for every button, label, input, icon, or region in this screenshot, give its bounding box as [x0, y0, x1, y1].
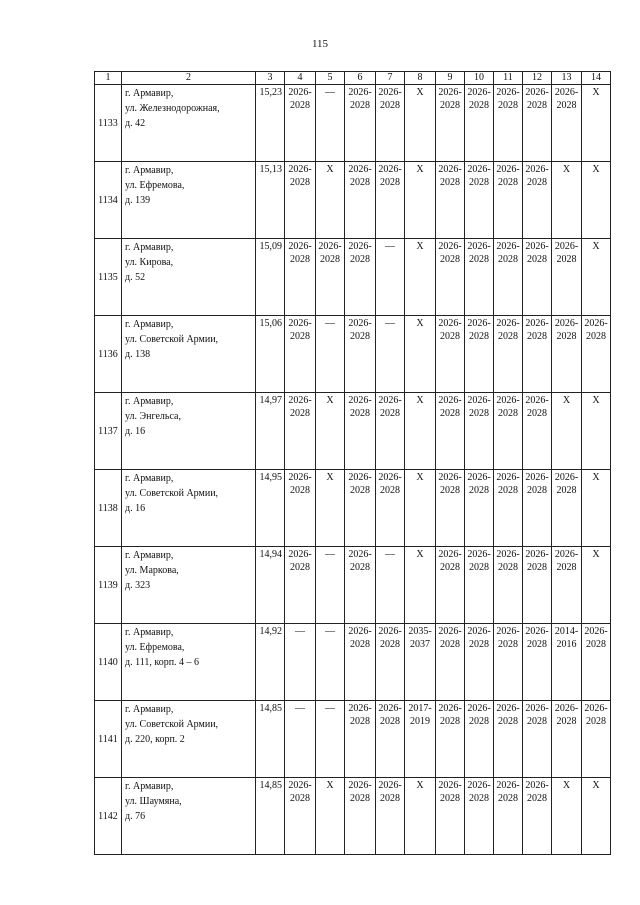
area-cell: 15,06	[256, 316, 285, 393]
address-cell	[122, 624, 256, 701]
address-line: ул. Кирова,	[125, 257, 174, 268]
term-cell: 2026- 2028	[376, 624, 405, 701]
column-number-header: 6	[345, 72, 376, 85]
term-cell: 2026- 2028	[345, 85, 376, 162]
term-cell: 2026- 2028	[436, 162, 465, 239]
table-body	[95, 72, 611, 855]
term-cell: X	[582, 162, 611, 239]
term-cell: 2026- 2028	[523, 701, 552, 778]
address-line: ул. Советской Армии,	[125, 719, 219, 730]
address-line: г. Армавир,	[125, 396, 174, 407]
term-cell: X	[405, 778, 436, 855]
term-cell: 2026- 2028	[465, 778, 494, 855]
term-cell: X	[405, 393, 436, 470]
term-cell: 2026- 2028	[345, 547, 376, 624]
term-cell: 2026- 2028	[285, 316, 316, 393]
column-number-header: 10	[465, 72, 494, 85]
address-line: ул. Шаумяна,	[125, 796, 182, 807]
area-cell: 14,94	[256, 547, 285, 624]
term-cell: 2026- 2028	[582, 624, 611, 701]
address-line: д. 138	[125, 349, 151, 360]
term-cell: 2026- 2028	[494, 701, 523, 778]
address-cell	[122, 547, 256, 624]
term-cell: 2026- 2028	[436, 624, 465, 701]
term-cell: 2026- 2028	[285, 778, 316, 855]
term-cell: 2026- 2028	[552, 701, 582, 778]
term-cell: 2026- 2028	[345, 239, 376, 316]
term-cell: 2026- 2028	[523, 239, 552, 316]
term-cell: 2026- 2028	[552, 85, 582, 162]
row-number: 1140	[95, 624, 122, 701]
term-cell: 2026- 2028	[552, 239, 582, 316]
address-line: г. Армавир,	[125, 319, 174, 330]
address-line: ул. Энгельса,	[125, 411, 181, 422]
address-line: д. 323	[125, 580, 151, 591]
address-line: г. Армавир,	[125, 627, 174, 638]
address-line: г. Армавир,	[125, 781, 174, 792]
term-cell: 2026- 2028	[436, 393, 465, 470]
column-number-header: 1	[95, 72, 122, 85]
term-cell: 2026- 2028	[465, 547, 494, 624]
address-line: д. 42	[125, 118, 146, 129]
term-cell: 2026- 2028	[465, 701, 494, 778]
term-cell: 2026- 2028	[285, 393, 316, 470]
column-number-header: 13	[552, 72, 582, 85]
row-number: 1137	[95, 393, 122, 470]
address-cell	[122, 85, 256, 162]
term-cell: 2026- 2028	[376, 470, 405, 547]
term-cell: 2026- 2028	[523, 393, 552, 470]
term-cell: X	[316, 162, 345, 239]
term-cell: X	[405, 547, 436, 624]
address-line: ул. Ефремова,	[125, 642, 185, 653]
term-cell: 2026- 2028	[345, 470, 376, 547]
term-cell: 2026- 2028	[523, 316, 552, 393]
term-cell: —	[285, 701, 316, 778]
address-line: д. 16	[125, 426, 146, 437]
table-row	[95, 85, 611, 162]
term-cell: 2026- 2028	[552, 470, 582, 547]
area-cell: 15,13	[256, 162, 285, 239]
term-cell: 2026- 2028	[494, 316, 523, 393]
address-cell	[122, 393, 256, 470]
term-cell: X	[405, 470, 436, 547]
term-cell: 2014- 2016	[552, 624, 582, 701]
term-cell: X	[582, 778, 611, 855]
column-number-header: 14	[582, 72, 611, 85]
term-cell: 2026- 2028	[494, 624, 523, 701]
term-cell: X	[552, 162, 582, 239]
address-cell	[122, 162, 256, 239]
column-number-header: 11	[494, 72, 523, 85]
column-number-header: 2	[122, 72, 256, 85]
term-cell: 2026- 2028	[465, 393, 494, 470]
term-cell: 2026- 2028	[523, 162, 552, 239]
column-number-header: 7	[376, 72, 405, 85]
term-cell: —	[316, 701, 345, 778]
term-cell: 2026- 2028	[494, 393, 523, 470]
term-cell: 2026- 2028	[376, 162, 405, 239]
term-cell: X	[316, 470, 345, 547]
term-cell: 2026- 2028	[494, 470, 523, 547]
term-cell: —	[316, 624, 345, 701]
address-line: д. 16	[125, 503, 146, 514]
table-row	[95, 239, 611, 316]
term-cell: 2026- 2028	[345, 393, 376, 470]
term-cell: 2026- 2028	[523, 85, 552, 162]
term-cell: 2026- 2028	[285, 239, 316, 316]
term-cell: 2026- 2028	[436, 470, 465, 547]
term-cell: 2026- 2028	[285, 85, 316, 162]
address-line: ул. Железнодорожная,	[125, 103, 220, 114]
term-cell: 2026- 2028	[285, 547, 316, 624]
term-cell: 2026- 2028	[465, 470, 494, 547]
address-cell	[122, 239, 256, 316]
table-row	[95, 162, 611, 239]
row-number: 1138	[95, 470, 122, 547]
term-cell: 2026- 2028	[582, 701, 611, 778]
term-cell: —	[376, 547, 405, 624]
term-cell: —	[376, 239, 405, 316]
term-cell: 2026- 2028	[345, 624, 376, 701]
address-line: ул. Советской Армии,	[125, 488, 219, 499]
area-cell: 14,95	[256, 470, 285, 547]
area-cell: 15,09	[256, 239, 285, 316]
address-line: ул. Советской Армии,	[125, 334, 219, 345]
housing-register-table	[94, 71, 611, 855]
term-cell: X	[582, 393, 611, 470]
term-cell: 2026- 2028	[465, 316, 494, 393]
column-number-header: 8	[405, 72, 436, 85]
column-number-header: 9	[436, 72, 465, 85]
term-cell: 2026- 2028	[465, 85, 494, 162]
address-cell	[122, 778, 256, 855]
table-row	[95, 316, 611, 393]
address-cell	[122, 470, 256, 547]
term-cell: X	[582, 547, 611, 624]
term-cell: 2017- 2019	[405, 701, 436, 778]
term-cell: 2026- 2028	[376, 393, 405, 470]
term-cell: 2026- 2028	[436, 239, 465, 316]
column-number-header: 3	[256, 72, 285, 85]
area-cell: 14,85	[256, 701, 285, 778]
term-cell: 2026- 2028	[345, 162, 376, 239]
term-cell: X	[316, 778, 345, 855]
term-cell: 2026- 2028	[523, 624, 552, 701]
address-line: г. Армавир,	[125, 704, 174, 715]
table-row	[95, 470, 611, 547]
area-cell: 14,97	[256, 393, 285, 470]
term-cell: X	[552, 778, 582, 855]
term-cell: 2026- 2028	[494, 239, 523, 316]
address-line: г. Армавир,	[125, 242, 174, 253]
column-number-header: 5	[316, 72, 345, 85]
term-cell: 2026- 2028	[316, 239, 345, 316]
term-cell: 2026- 2028	[494, 162, 523, 239]
term-cell: X	[582, 85, 611, 162]
address-cell	[122, 701, 256, 778]
term-cell: 2026- 2028	[436, 701, 465, 778]
row-number: 1139	[95, 547, 122, 624]
term-cell: X	[316, 393, 345, 470]
column-number-header-row	[95, 72, 611, 85]
term-cell: X	[405, 85, 436, 162]
term-cell: 2026- 2028	[285, 470, 316, 547]
term-cell: 2026- 2028	[465, 624, 494, 701]
area-cell: 15,23	[256, 85, 285, 162]
term-cell: X	[582, 470, 611, 547]
term-cell: 2026- 2028	[376, 778, 405, 855]
row-number: 1142	[95, 778, 122, 855]
term-cell: 2026- 2028	[552, 316, 582, 393]
column-number-header: 4	[285, 72, 316, 85]
term-cell: 2026- 2028	[345, 316, 376, 393]
term-cell: 2026- 2028	[436, 778, 465, 855]
term-cell: X	[405, 316, 436, 393]
term-cell: 2026- 2028	[436, 316, 465, 393]
term-cell: 2026- 2028	[494, 85, 523, 162]
address-line: д. 111, корп. 4 – 6	[125, 657, 200, 668]
term-cell: 2026- 2028	[376, 701, 405, 778]
term-cell: 2026- 2028	[345, 778, 376, 855]
term-cell: 2026- 2028	[552, 547, 582, 624]
term-cell: X	[552, 393, 582, 470]
term-cell: X	[582, 239, 611, 316]
term-cell: 2026- 2028	[523, 547, 552, 624]
term-cell: 2026- 2028	[436, 547, 465, 624]
row-number: 1141	[95, 701, 122, 778]
address-line: г. Армавир,	[125, 165, 174, 176]
table-row	[95, 778, 611, 855]
table-row	[95, 547, 611, 624]
term-cell: 2026- 2028	[523, 470, 552, 547]
address-line: д. 139	[125, 195, 151, 206]
page-number: 115	[311, 38, 329, 50]
term-cell: 2026- 2028	[494, 778, 523, 855]
term-cell: —	[316, 547, 345, 624]
term-cell: 2026- 2028	[285, 162, 316, 239]
term-cell: X	[405, 239, 436, 316]
column-number-header: 12	[523, 72, 552, 85]
address-line: г. Армавир,	[125, 550, 174, 561]
address-line: ул. Маркова,	[125, 565, 179, 576]
table-row	[95, 624, 611, 701]
term-cell: 2026- 2028	[465, 162, 494, 239]
term-cell: —	[316, 316, 345, 393]
table-row	[95, 393, 611, 470]
address-line: г. Армавир,	[125, 473, 174, 484]
address-line: ул. Ефремова,	[125, 180, 185, 191]
address-cell	[122, 316, 256, 393]
term-cell: 2026- 2028	[376, 85, 405, 162]
term-cell: 2026- 2028	[436, 85, 465, 162]
term-cell: —	[285, 624, 316, 701]
address-line: г. Армавир,	[125, 88, 174, 99]
row-number: 1133	[95, 85, 122, 162]
term-cell: X	[405, 162, 436, 239]
row-number: 1136	[95, 316, 122, 393]
address-line: д. 52	[125, 272, 146, 283]
term-cell: —	[316, 85, 345, 162]
area-cell: 14,92	[256, 624, 285, 701]
term-cell: 2026- 2028	[465, 239, 494, 316]
row-number: 1134	[95, 162, 122, 239]
term-cell: 2026- 2028	[494, 547, 523, 624]
term-cell: 2026- 2028	[582, 316, 611, 393]
row-number: 1135	[95, 239, 122, 316]
term-cell: —	[376, 316, 405, 393]
table-row	[95, 701, 611, 778]
area-cell: 14,85	[256, 778, 285, 855]
address-line: д. 220, корп. 2	[125, 734, 185, 745]
term-cell: 2035- 2037	[405, 624, 436, 701]
address-line: д. 76	[125, 811, 146, 822]
term-cell: 2026- 2028	[523, 778, 552, 855]
term-cell: 2026- 2028	[345, 701, 376, 778]
